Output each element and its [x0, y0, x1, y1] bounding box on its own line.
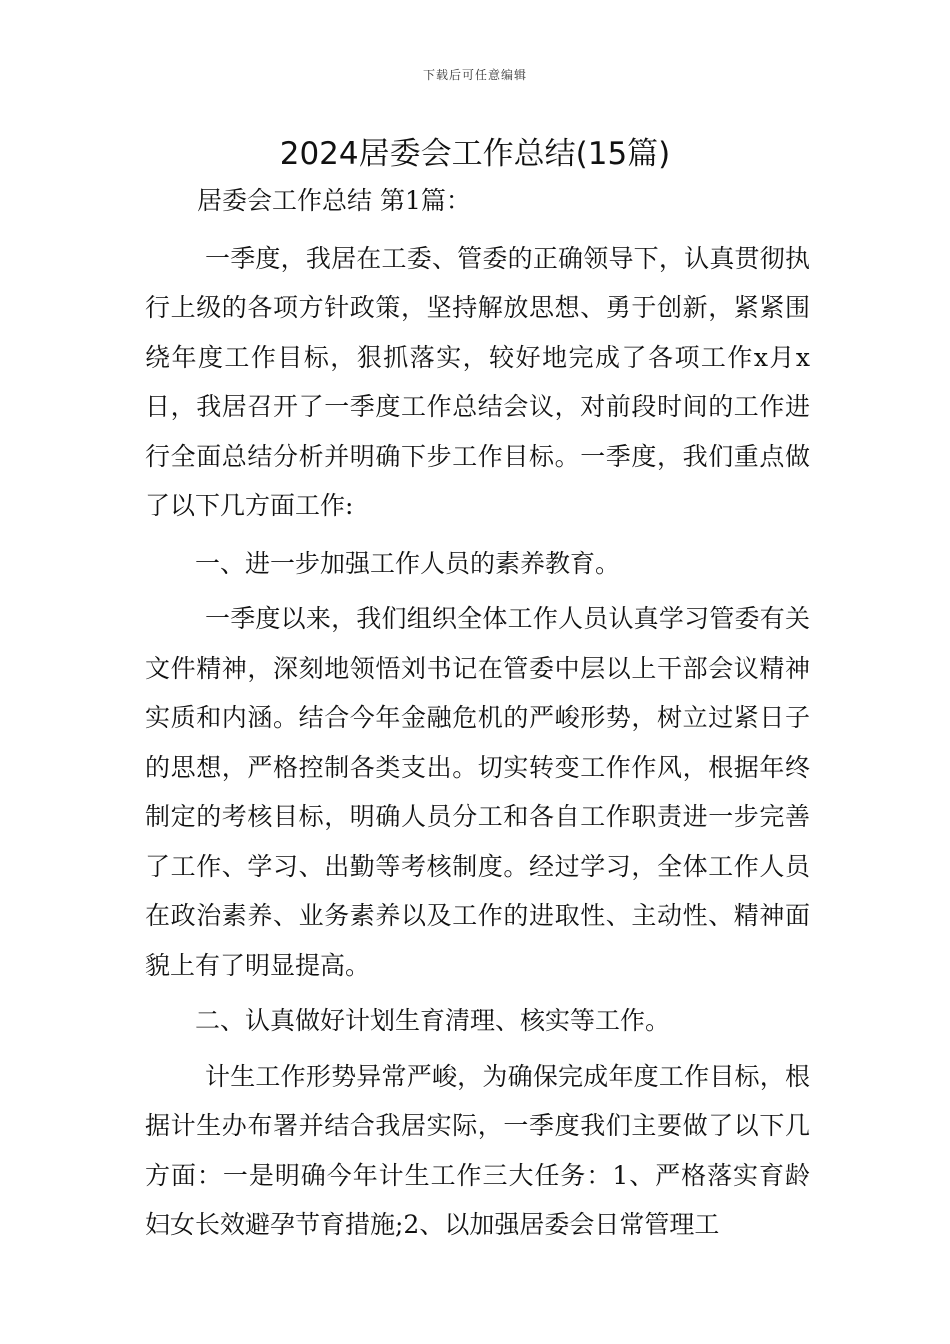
- paragraph-1: 一季度，我居在工委、管委的正确领导下，认真贯彻执行上级的各项方针政策，坚持解放思想、勇于创新，紧紧围绕年度工作目标，狠抓落实，较好地完成了各项工作x月x日，我居召开了一季度工作总结会议，对前段时间的工作进行全面总结分析并明确下步工作目标。一季度，我们重点做了以下几方面工作:: [145, 243, 810, 520]
- heading-1: 一、进一步加强工作人员的素养教育。: [195, 548, 621, 578]
- document-body: [145, 176, 810, 1250]
- header-note: 下载后可任意编辑: [422, 68, 527, 82]
- paragraph-3: 计生工作形势异常严峻，为确保完成年度工作目标，根据计生办布署并结合我居实际，一季度我们主要做了以下几方面：一是明确今年计生工作三大任务：1、严格落实育龄妇女长效避孕节育措施;2、以加强居委会日常管理工: [145, 1061, 810, 1239]
- document-title: 2024居委会工作总结(15篇): [279, 136, 671, 172]
- paragraph-2: 一季度以来，我们组织全体工作人员认真学习管委有关文件精神，深刻地领悟刘书记在管委中层以上干部会议精神实质和内涵。结合今年金融危机的严峻形势，树立过紧日子的思想，严格控制各类支出。切实转变工作作风，根据年终制定的考核目标，明确人员分工和各自工作职责进一步完善了工作、学习、出勤等考核制度。经过学习，全体工作人员在政治素养、业务素养以及工作的进取性、主动性、精神面貌上有了明显提高。: [145, 604, 810, 980]
- heading-2: 二、认真做好计划生育清理、核实等工作。: [195, 1006, 671, 1035]
- section-label: 居委会工作总结 第1篇：: [197, 186, 471, 215]
